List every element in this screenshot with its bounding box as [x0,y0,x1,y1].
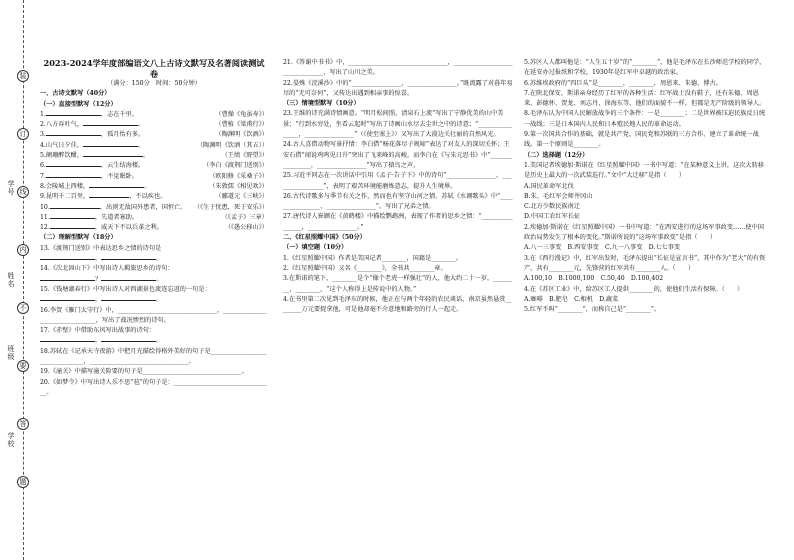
question-list [524,58,768,315]
question-text: ，不觉眠卧。 [100,172,139,180]
answer-blank[interactable] [40,275,95,281]
answer-blank[interactable] [50,213,95,219]
answer-blank[interactable] [46,161,101,167]
question-source: （《孟子》三章） [221,213,268,221]
binding-mark: 内 [17,244,29,256]
question-text: 6.苏维埃政府的“四巨头”是________，________，周恩来、朱德、博古。 [524,79,722,87]
question-source: （郦道元《三峡》） [215,193,268,201]
answer-blank[interactable] [46,172,101,178]
question-text: 6. [40,162,46,170]
binding-mark: 线 [17,186,29,198]
question-text: C.北方少数民族南迁 [524,203,580,211]
question-line [40,203,268,213]
answer-blank[interactable] [101,336,156,342]
binding-mark: 题 [17,476,29,488]
answer-blank[interactable] [83,120,138,126]
question-line [40,120,268,130]
question-line [40,295,268,305]
answer-blank[interactable] [40,295,95,301]
question-text: 2.埃德加·斯诺在《红星照耀中国》一书中写道：“在西安进行的这场军事政变……使中国政治局势发生了根本的变化。”斯诺所说的“这场军事政变”是指（ ） [524,223,764,242]
question-text: 26.古代诗歌多与季节有关之作，然而也有坚守山河之情。苏轼《水调歌头》中“________________，________________”，写出了兄弟之情。 [283,192,513,211]
section-heading: （一）填空题（10分） [283,244,348,252]
question-text: 20.《如梦令》中写出诗人乐不思“苞”的句子是：________________________________。 [40,378,267,396]
section-heading: 一、古诗文默写（40分） [40,90,111,98]
question-text: 22.晏殊《浣溪沙》中的“________________，________________。”既流露了对暮年易尽的“无可奈何”，又传达出遇到相亲事的惊喜。 [283,79,513,97]
answer-blank[interactable] [89,192,129,198]
question-text: 8.会陵城上西楼， [40,182,90,190]
answer-blank[interactable] [83,151,143,157]
question-source: （朱敦儒《相见欢》） [209,182,268,190]
question-text: 1.《红星照耀中国》作者是美国记者________，国籍是________。 [283,254,463,262]
question-list [40,89,268,398]
page-title: 2023-2024学年度部编语文八上古诗文默写及名著阅读测试卷 [43,58,265,79]
question-text: 11. [40,213,50,221]
question-text: 17.《赤壁》中借助东风写出战事的诗句： [40,327,156,335]
question-text: 5.红军不叫“________”，而称自己是“________”。 [524,306,661,314]
question-text: ， [95,255,102,263]
binding-mark: 不 [17,302,29,314]
question-line [40,192,268,202]
binding-mark: 订 [17,128,29,140]
question-text: 14.《次北固山下》中写出诗人羁旅思乡的诗句： [40,265,174,273]
question-line [40,172,268,182]
question-text: 7. [40,172,46,180]
answer-blank[interactable] [46,110,101,116]
question-text: 4.在书里第二次见到毛泽东的时候，他正在与两个年轻的农民谈话，南京虽然悬赏________万元要捉拿他，可是他却毫不介意地和路旁的行人一起走。 [283,295,512,314]
answer-blank[interactable] [40,254,95,260]
question-source: （《生于忧患，死于安乐》） [193,203,268,211]
question-source: （李白《渡荆门送别》） [203,162,268,170]
question-text: 16.李贺《雁门太守行》中，________________________________，________________________________，写出了战况惨烈的诗句。 [40,306,267,324]
question-text: 8.毛泽东认为中国人民解放战争的三个条件：一是________；二是世界被压迫民族反日统一战线；三是日本国内人民和日本殖民地人民的革命运动。 [524,110,766,128]
answer-blank[interactable] [50,203,100,209]
question-text: 7.在陕北保安，斯诺亲身经历了红军的各种生活：红军战士没有鞋子，还有朱德、周恩来、彭德怀、贺龙、刘志丹、徐海东等，他们的面貌不一样，但都是无产阶级的领导人。 [524,89,766,108]
answer-blank[interactable] [101,275,156,281]
binding-mark: 装 [17,70,29,82]
column-right [524,58,768,315]
answer-blank[interactable] [46,130,101,136]
question-text: 2.《红星照耀中国》又名《________》，全书共________章。 [283,264,447,272]
question-line [40,275,268,285]
question-text: 4.山气日夕佳， [40,141,84,149]
question-text: 27.唐代诗人崔颢在《黄鹤楼》中描绘鹦鹉洲，表现了作者的思乡之情：“________________，________________。” [283,213,513,231]
question-line [40,336,268,346]
binding-field: 班级 [7,345,15,361]
question-text: 。 [156,337,163,345]
question-text: A.八一三事变 B.西安事变 C.九一八事变 D.七七事变 [524,244,681,252]
question-text: 5.苏区人人都叫他是：“人生五十岁”的“________”，他是毛泽东在长沙师范学校的同学，在延安办过报纸和学校，1930年是红军中卓越的政治家。 [524,59,766,77]
question-source: （王绩《野望》） [221,152,268,160]
question-source: （《愚公移山》） [224,224,268,232]
question-text: ， [95,296,102,304]
binding-field: 姓名 [7,272,15,288]
question-text: A.100,10 B.1000,100 C.50,40 D.100,402 [524,275,664,283]
question-text: 19.《潼关》中描写潼关险要的句子是________________________________。 [40,368,248,376]
question-line [40,141,268,151]
question-text: D.中国工农红军长征 [524,213,581,221]
question-line [40,130,268,140]
question-text: 18.苏轼在《记承天寺夜游》中把月光描绘得格外美好的句子是________________________________，________________________________。 [40,347,267,366]
section-heading: （二）理解型默写（18分） [40,234,117,242]
answer-blank[interactable] [40,336,95,342]
question-text: 15.《钱塘湖春行》中写出诗人对西湖景色流连忘返的一句是： [40,285,211,293]
question-text: 13.《渡荆门送别》中表达思乡之情的诗句是 [40,244,162,252]
question-text: 。 [138,141,145,149]
question-text: 4.在《苏区工业》中，给苏区工人提供________的，使他们生活有保障。（ ） [524,285,744,293]
question-text: ， [95,337,102,345]
question-text: ，威天下不以兵革之利。 [94,224,163,232]
binding-margin [0,0,30,560]
question-source: （曹植《梁甫行》） [215,121,268,129]
question-source: （欧阳修《采桑子》） [209,172,268,180]
section-heading: （一）直接型默写（12分） [40,100,117,108]
answer-blank[interactable] [101,295,156,301]
binding-field: 学校 [7,432,15,448]
answer-blank[interactable] [101,254,156,260]
question-text: ，孤月怡有多。 [100,131,145,139]
question-text: ，失道者寡助。 [94,213,139,221]
column-left [40,58,268,398]
section-heading: （二）选择题（12分） [524,151,589,159]
question-text: ？ [95,275,102,283]
question-text: ，出则无敌国外患者，国恒亡。 [99,203,187,211]
question-text: 。 [156,296,163,304]
question-text: 23.王维的诗充满诗情画意。“明月松间照，清泉石上流”写出了宁静优美的山中美景；“行到水穷处，坐看云起时”写出了诗画山水尽去尘世之中的诗意；“________________，________________”（《使至塞上》）又写出了大漠边关壮丽的自然风光。 [283,110,513,139]
question-line [40,182,268,192]
question-list [283,58,514,315]
question-text: 24.古人喜借动物写景抒情：李白借“杨花落尽子规啼”表达了对友人的深切关怀；王安石借“闻说鸡鸣见日升”突出了飞来峰的高峻。而李白在《与朱元思书》中“________________，________________”写出了猿鸟之声。 [283,141,513,169]
question-text: 25.习近平同志在一次讲话中引用《孟子·告子下》中的诗句“________________，________________”，表明了艰苦环境能磨炼意志，提升人生境界。 [283,172,512,190]
question-text: ，不以疾也。 [129,193,167,201]
section-heading: （三）情境型默写（10分） [283,100,360,108]
question-text: 1. [40,110,46,118]
question-text: 3.在斯诺的笔下，________是个“像个老虎一样强壮”的人，他大约二十一岁，________，________，“这个人称得上是传说中的人物。” [283,275,512,293]
question-line [40,110,268,120]
question-line [40,213,268,223]
question-text: 3.在《西行漫记》中，红军出发时，毛泽东提出“长征是宣言书”，其中作为“老大”的有资产，共有________元，先锋营的红军共有________人。（ ） [524,254,766,272]
question-source: （曹操《龟虽寿》） [215,110,268,118]
question-text: 9.第一次国共合作的基础，就是共产党、国民党和苏联的三方合作，建立了革命统一战线。第一个原则是________。 [524,131,759,149]
question-line [40,254,268,264]
question-text: 21.《答谢中书书》中，________________________________，________________________________，写出了山川之美。 [283,59,513,77]
question-line [40,223,268,233]
question-source: （陶渊明《饮酒（其五）） [196,141,268,149]
question-text: 3. [40,131,46,139]
question-text: B.朱、毛红军会师井冈山 [524,192,593,200]
question-line [40,161,268,171]
question-text: 。 [144,182,151,190]
exam-meta: （满分：150分 时间：50分钟） [107,80,201,87]
binding-mark: 答 [17,418,29,430]
section-heading: 二、《红星照耀中国》（50分） [283,234,366,242]
column-middle [283,58,514,315]
answer-blank[interactable] [89,182,144,188]
question-text: ，云生结海楼。 [100,162,145,170]
question-text: 。 [156,275,163,283]
question-text: ，志在千里。 [100,110,139,118]
question-text: 。 [143,152,150,160]
question-text: 10. [40,203,50,211]
answer-blank[interactable] [50,223,95,229]
question-text: 5.阑珊醉饮酣， [40,152,84,160]
answer-blank[interactable] [83,141,138,147]
question-source: （陶渊明《饮酒》） [215,131,268,139]
question-text: A.国民革命军北伐 [524,182,574,190]
question-line [40,151,268,161]
question-text: 1.美国记者埃德加·斯诺在《红星照耀中国》一书中写道：“在某种意义上讲，这次大转移是历史上最大的一次武装巡行。”文中“大迁移”是指（ ） [524,161,764,180]
question-text: A.咖啡 B.肥皂 C.相机 D.蔬菜 [524,295,619,303]
question-text: 2.八方吞吐气， [40,121,84,129]
binding-mark: 要 [17,360,29,372]
question-text: 。 [156,255,163,263]
question-text: 12. [40,224,50,232]
binding-field: 学号 [7,180,15,196]
question-text: 9.昆明千二百里， [40,193,90,201]
question-text: 。 [138,121,145,129]
